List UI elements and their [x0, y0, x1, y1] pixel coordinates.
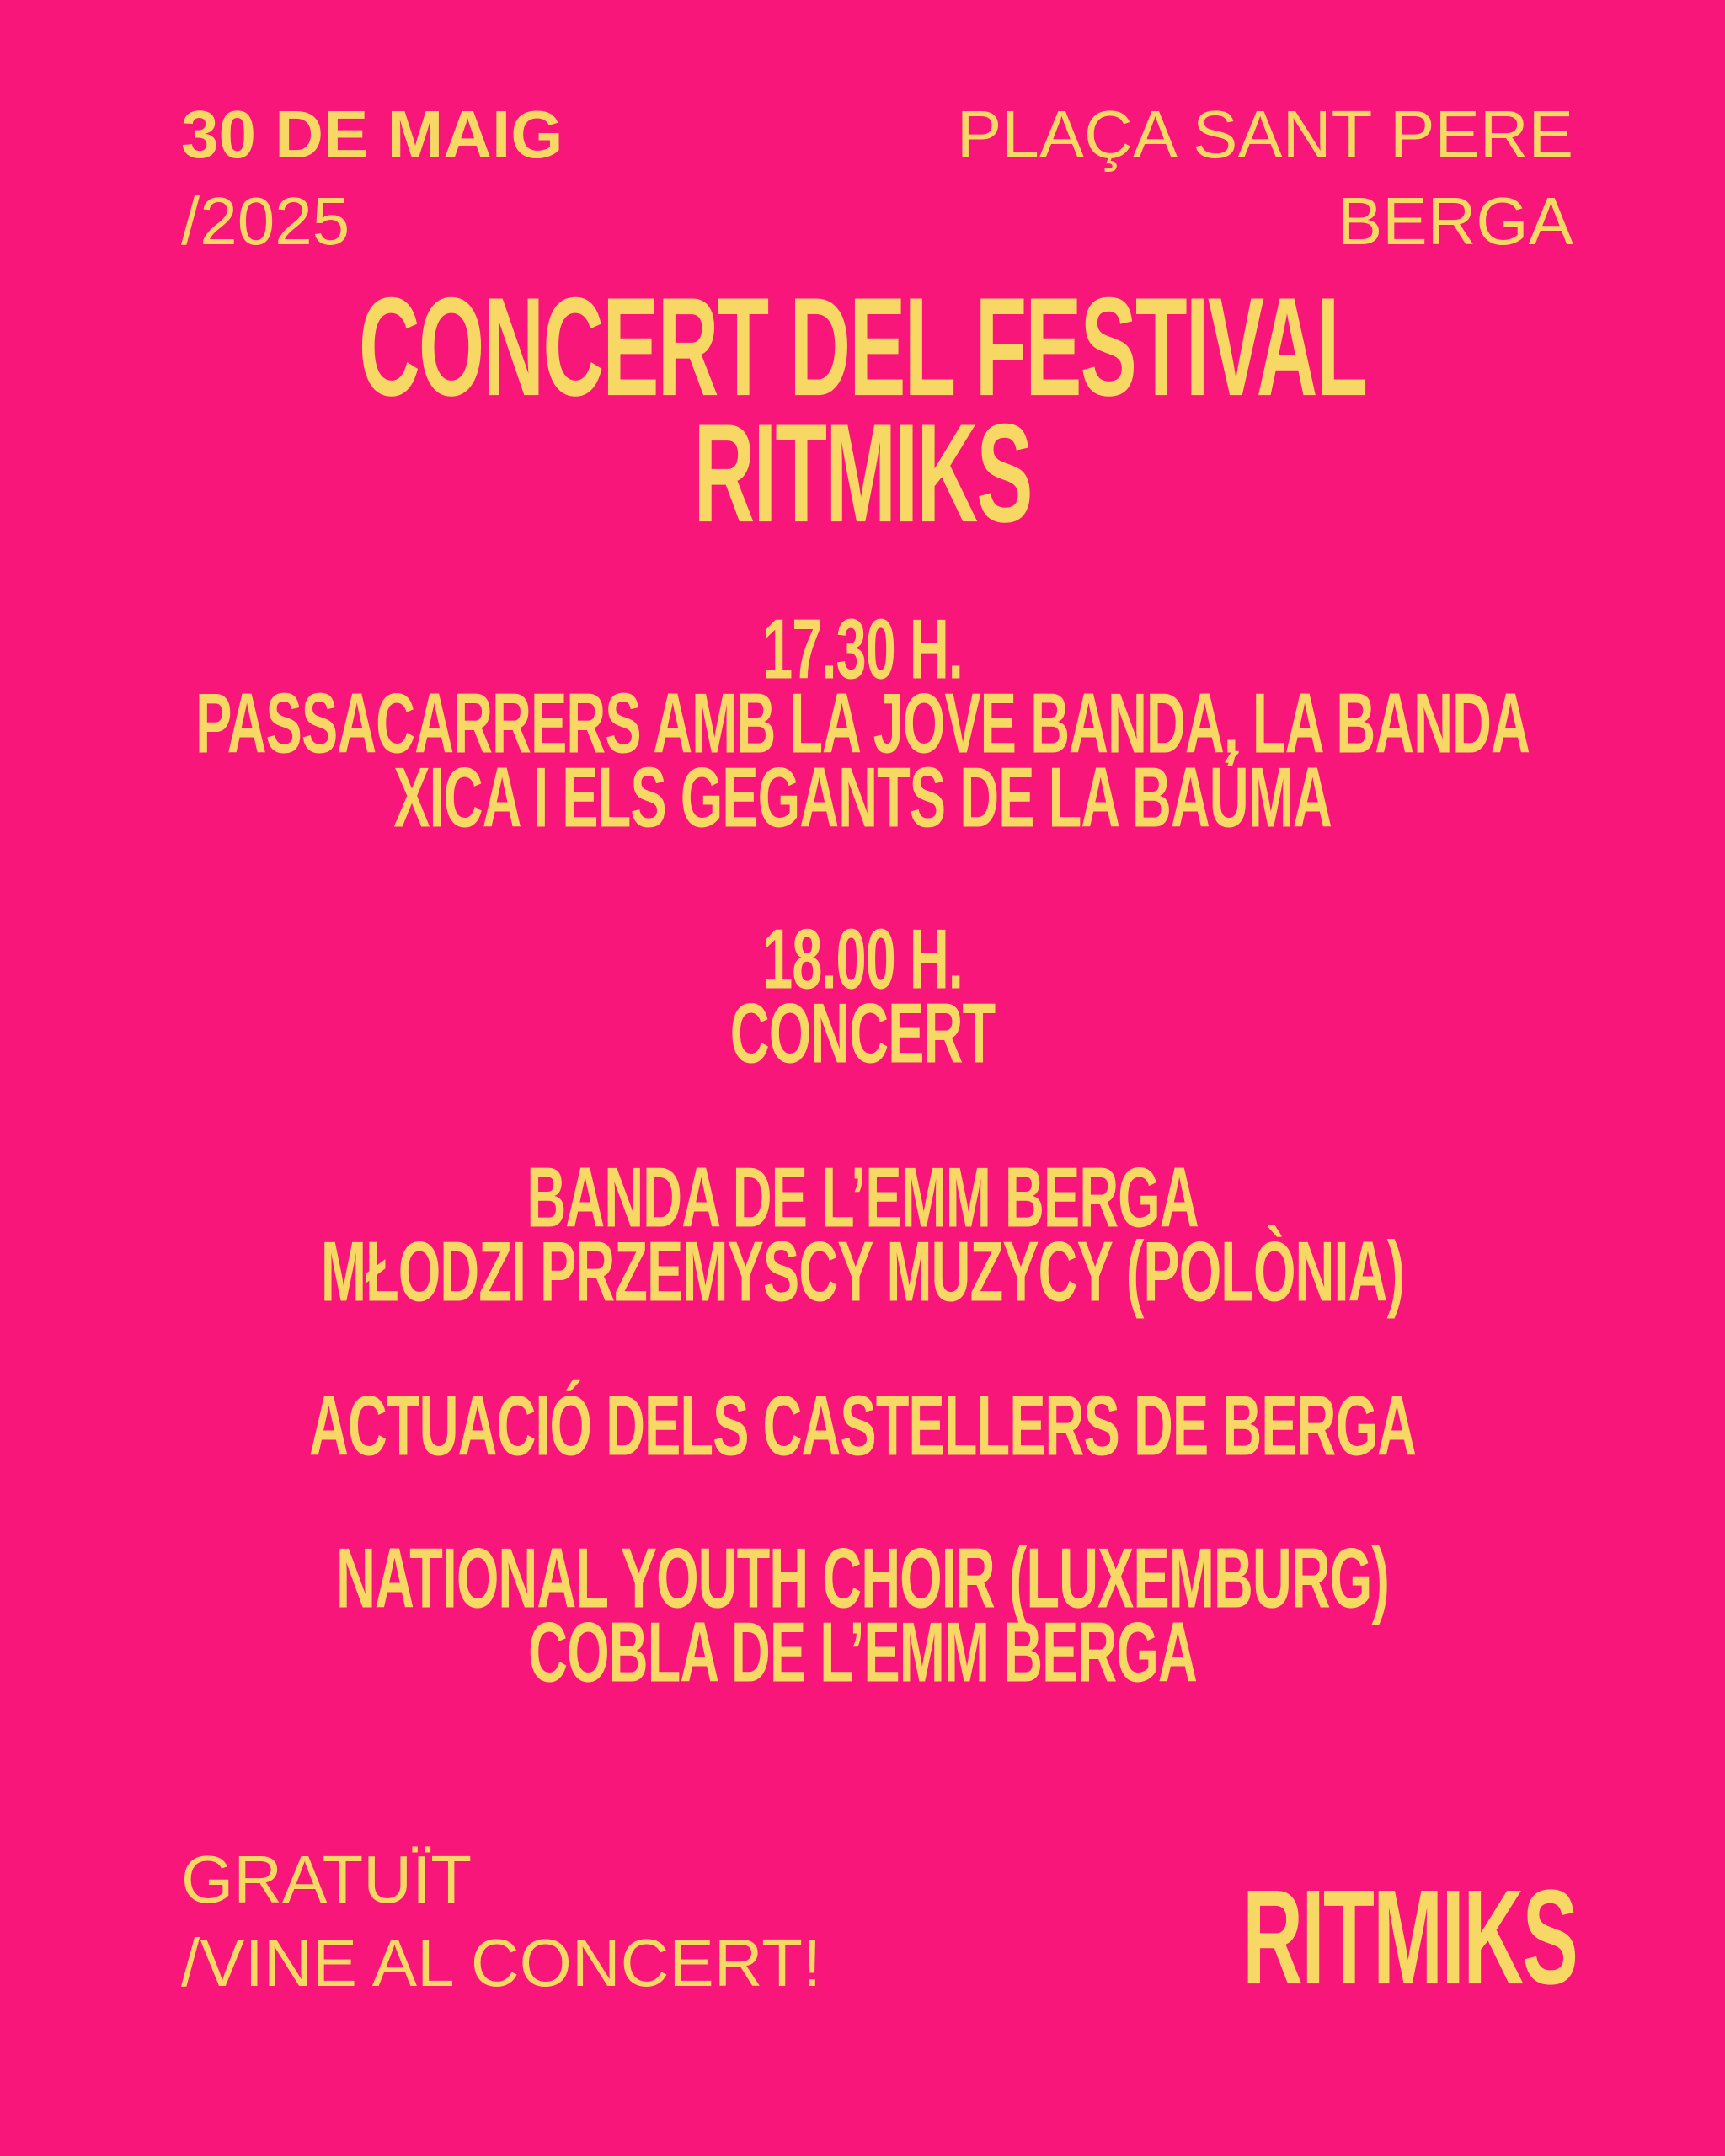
event-date-block: [181, 91, 563, 264]
cta-text: /VINE AL CONCERT!: [181, 1925, 822, 2000]
venue-place: PLAÇA SANT PERE: [956, 97, 1573, 172]
poster-title: [0, 270, 1725, 552]
time-1730: 17.30 H.: [762, 600, 963, 697]
act-mlodzi-polonia: MŁODZI PRZEMYSCY MUZYCY (POLÒNIA): [320, 1223, 1405, 1320]
act-cobla-emm: COBLA DE L’EMM BERGA: [528, 1604, 1197, 1700]
ritmiks-logo-text: RITMIKS: [1242, 1862, 1577, 2014]
schedule-line: [0, 1223, 1725, 1320]
schedule-line: [0, 1604, 1725, 1700]
event-date-year: /2025: [181, 184, 350, 259]
time-1800: 18.00 H.: [762, 910, 963, 1007]
act-banda-emm: BANDA DE L’EMM BERGA: [526, 1149, 1199, 1246]
event-date-day: 30 DE MAIG: [181, 97, 563, 172]
title-line-1: CONCERT DEL FESTIVAL: [358, 270, 1367, 426]
event-venue-block: [957, 91, 1573, 264]
act-passacarrers-line1: PASSACARRERS AMB LA JOVE BANDA, LA BANDA: [195, 675, 1530, 771]
act-passacarrers-line2: XICA I ELS GEGANTS DE LA BAÚMA: [393, 749, 1332, 846]
schedule-section-castellers: [0, 1377, 1725, 1474]
schedule-line: [0, 1377, 1725, 1474]
free-admission-label: GRATUÏT: [181, 1842, 473, 1917]
schedule-section-passacarrers: [0, 600, 1725, 846]
venue-city: BERGA: [1337, 184, 1573, 259]
footer-info-block: [181, 1838, 821, 2004]
act-castellers: ACTUACIÓ DELS CASTELLERS DE BERGA: [308, 1377, 1416, 1474]
ritmiks-logo: [1242, 1862, 1577, 2014]
title-line-2-box: [0, 396, 1725, 552]
title-line-2: RITMIKS: [693, 396, 1032, 552]
schedule-line: [0, 985, 1725, 1081]
concert-label: CONCERT: [729, 985, 996, 1081]
schedule-section-bandes: [0, 1149, 1725, 1320]
act-choir-luxemburg: NATIONAL YOUTH CHOIR (LUXEMBURG): [336, 1529, 1389, 1626]
schedule-section-choir-cobla: [0, 1529, 1725, 1700]
schedule-section-concert: [0, 910, 1725, 1081]
